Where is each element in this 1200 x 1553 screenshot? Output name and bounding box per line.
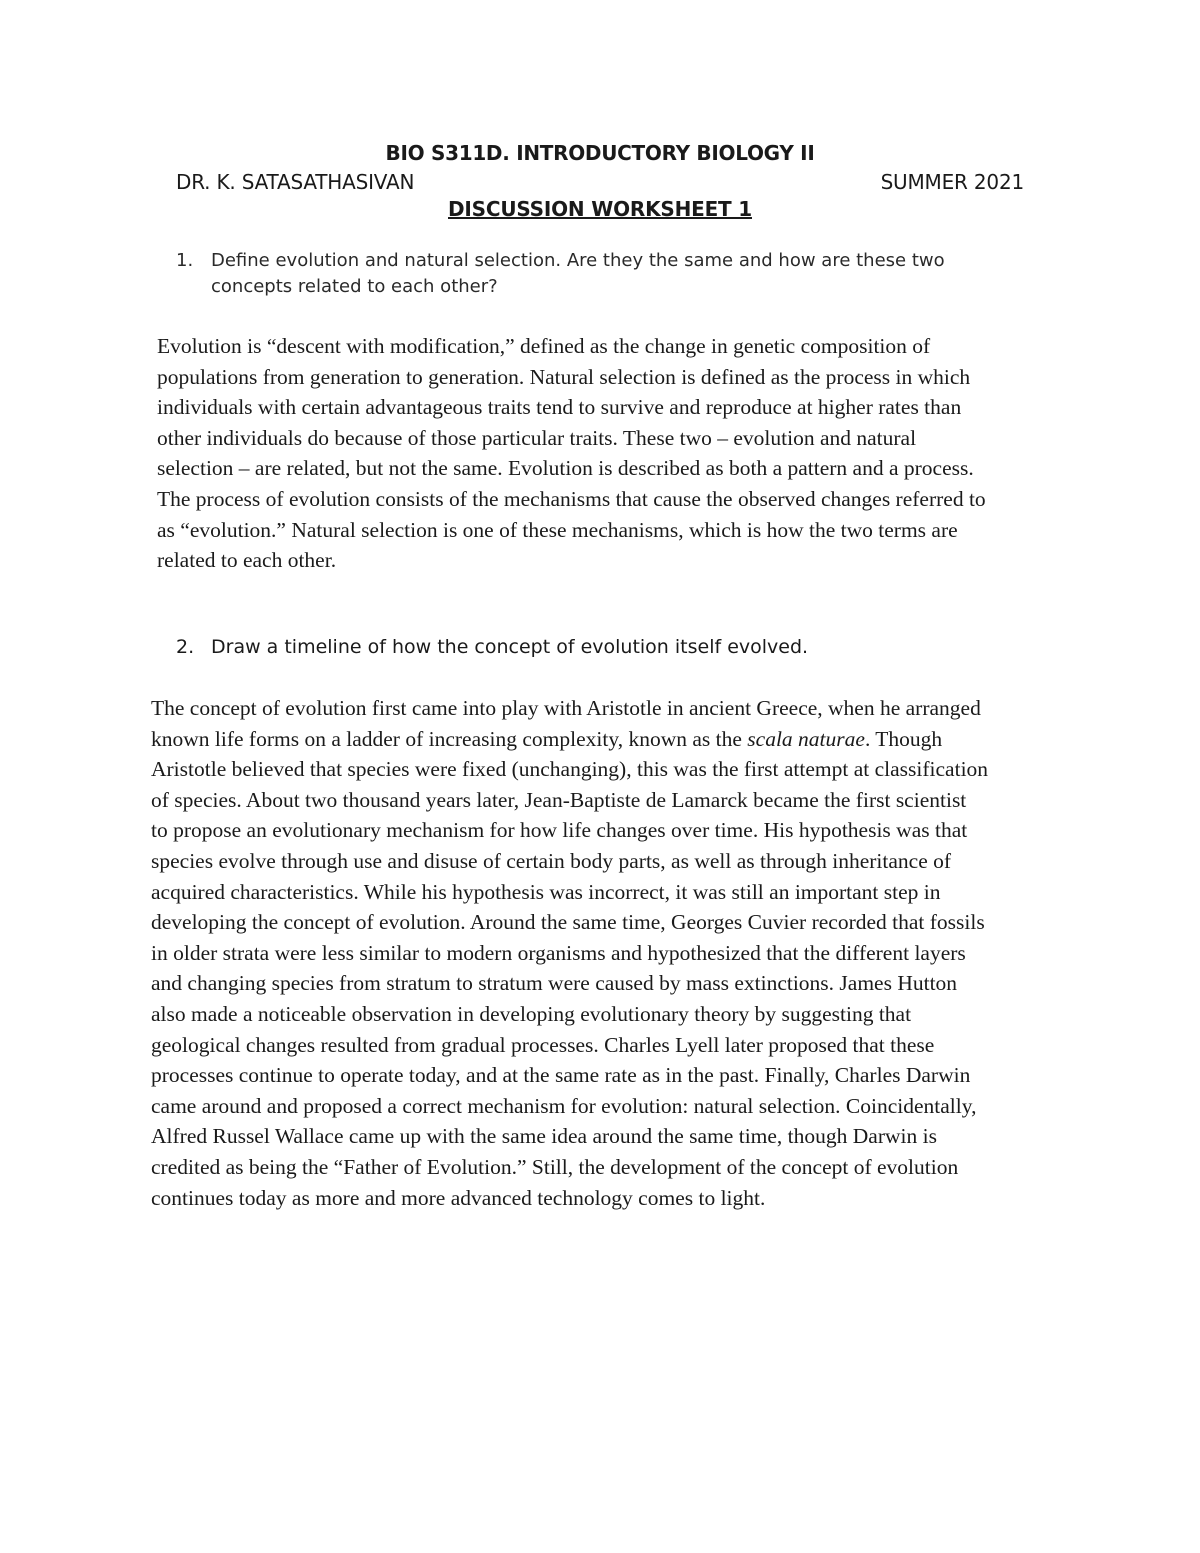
- answer-line: in older strata were less similar to modern organisms and hypothesized that the different layers: [151, 940, 966, 965]
- answer-line: Alfred Russel Wallace came up with the same idea around the same time, though Darwin is: [151, 1124, 937, 1149]
- answer-line: credited as being the “Father of Evolution.” Still, the development of the concept of evolution: [151, 1154, 959, 1179]
- answer-line: processes continue to operate today, and at the same rate as in the past. Finally, Charles Darwin: [151, 1063, 971, 1088]
- answer-line: related to each other.: [157, 548, 337, 573]
- question-number: 2.: [176, 636, 195, 658]
- answer-line: came around and proposed a correct mechanism for evolution: natural selection. Coincidentally,: [151, 1093, 977, 1118]
- answer-line: also made a noticeable observation in developing evolutionary theory by suggesting that: [151, 1001, 912, 1026]
- answer-2: [151, 693, 1061, 1213]
- course-title: BIO S311D. INTRODUCTORY BIOLOGY II: [385, 141, 815, 165]
- answer-line: species evolve through use and disuse of certain body parts, as well as through inheritance of: [151, 848, 952, 873]
- instructor-name: DR. K. SATASATHASIVAN: [176, 170, 415, 194]
- worksheet-title: DISCUSSION WORKSHEET 1: [448, 197, 752, 221]
- term-label: SUMMER 2021: [880, 170, 1024, 194]
- answer-line: of species. About two thousand years later, Jean-Baptiste de Lamarck became the first scientist: [151, 787, 967, 812]
- answer-line: The process of evolution consists of the mechanisms that cause the observed changes referred to: [157, 486, 986, 511]
- answer-line: individuals with certain advantageous traits tend to survive and reproduce at higher rates than: [157, 395, 962, 420]
- answer-line: continues today as more and more advanced technology comes to light.: [151, 1185, 766, 1210]
- question-2: [176, 636, 1026, 658]
- answer-line: selection – are related, but not the same. Evolution is described as both a pattern and a process.: [157, 456, 974, 481]
- answer-line: other individuals do because of those particular traits. These two – evolution and natural: [157, 425, 917, 450]
- answer-line: [151, 724, 1061, 755]
- question-1: [176, 248, 1026, 300]
- answer-line: populations from generation to generation. Natural selection is defined as the process in which: [157, 364, 971, 389]
- answer-text: . Though: [864, 726, 943, 751]
- answer-line: The concept of evolution first came into play with Aristotle in ancient Greece, when he arranged: [151, 696, 981, 720]
- question-text: Define evolution and natural selection. Are they the same and how are these two concepts related to each other?: [211, 250, 945, 297]
- answer-line: Aristotle believed that species were fixed (unchanging), this was the first attempt at classification: [151, 757, 989, 782]
- answer-text: known life forms on a ladder of increasing complexity, known as the: [151, 726, 748, 751]
- answer-line: as “evolution.” Natural selection is one of these mechanisms, which is how the two terms are: [157, 517, 958, 542]
- question-text: Draw a timeline of how the concept of evolution itself evolved.: [211, 636, 809, 658]
- question-number: 1.: [176, 250, 194, 271]
- answer-line: Evolution is “descent with modification,” defined as the change in genetic composition of: [157, 334, 931, 358]
- answer-1: [157, 331, 1057, 576]
- answer-line: developing the concept of evolution. Around the same time, Georges Cuvier recorded that fossils: [151, 910, 985, 935]
- answer-line: and changing species from stratum to stratum were caused by mass extinctions. James Hutton: [151, 971, 958, 996]
- answer-line: to propose an evolutionary mechanism for how life changes over time. His hypothesis was that: [151, 818, 968, 843]
- scala-naturae-term: scala naturae: [747, 726, 865, 751]
- answer-line: geological changes resulted from gradual processes. Charles Lyell later proposed that these: [151, 1032, 935, 1057]
- answer-line: acquired characteristics. While his hypothesis was incorrect, it was still an important step in: [151, 879, 941, 904]
